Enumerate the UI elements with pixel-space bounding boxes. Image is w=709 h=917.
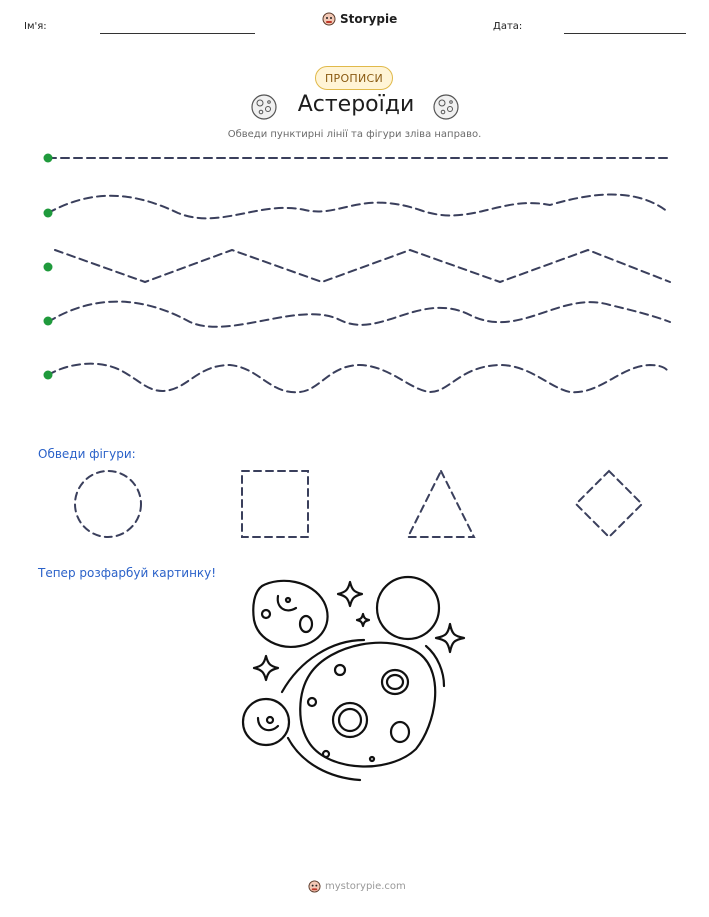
trace-line-wave-1 — [48, 195, 668, 219]
asteroid-icon — [250, 93, 278, 121]
footer — [308, 880, 406, 893]
shape-square — [242, 471, 308, 537]
worksheet-badge: ПРОПИСИ — [315, 66, 393, 90]
trace-line-zigzag — [55, 250, 670, 282]
date-label: Дата: — [493, 21, 523, 32]
shapes-label: Обведи фігури: — [38, 447, 136, 461]
name-label: Ім'я: — [24, 21, 47, 32]
page-title: Астероїди — [297, 92, 415, 117]
storypie-logo-icon — [308, 880, 321, 893]
brand-name: Storypie — [340, 12, 398, 26]
shape-circle — [75, 471, 141, 537]
tracing-lines — [0, 140, 709, 400]
coloring-label: Тепер розфарбуй картинку! — [38, 566, 217, 580]
tracing-shapes — [0, 465, 709, 545]
asteroid-icon — [432, 93, 460, 121]
start-dot — [44, 317, 53, 326]
start-dot — [44, 154, 53, 163]
brand-logo — [322, 12, 397, 26]
trace-line-wave-3 — [48, 364, 668, 393]
asteroids-coloring-picture — [240, 574, 480, 784]
storypie-logo-icon — [322, 12, 336, 26]
name-line — [100, 33, 255, 34]
date-line — [564, 33, 686, 34]
start-dot — [44, 371, 53, 380]
shape-diamond — [576, 471, 642, 537]
start-dot — [44, 209, 53, 218]
instructions: Обведи пунктирні лінії та фігури зліва направо. — [227, 129, 482, 140]
trace-line-wave-2 — [48, 302, 670, 327]
shape-triangle — [408, 471, 474, 537]
start-dot — [44, 263, 53, 272]
footer-site[interactable]: mystorypie.com — [325, 881, 406, 892]
